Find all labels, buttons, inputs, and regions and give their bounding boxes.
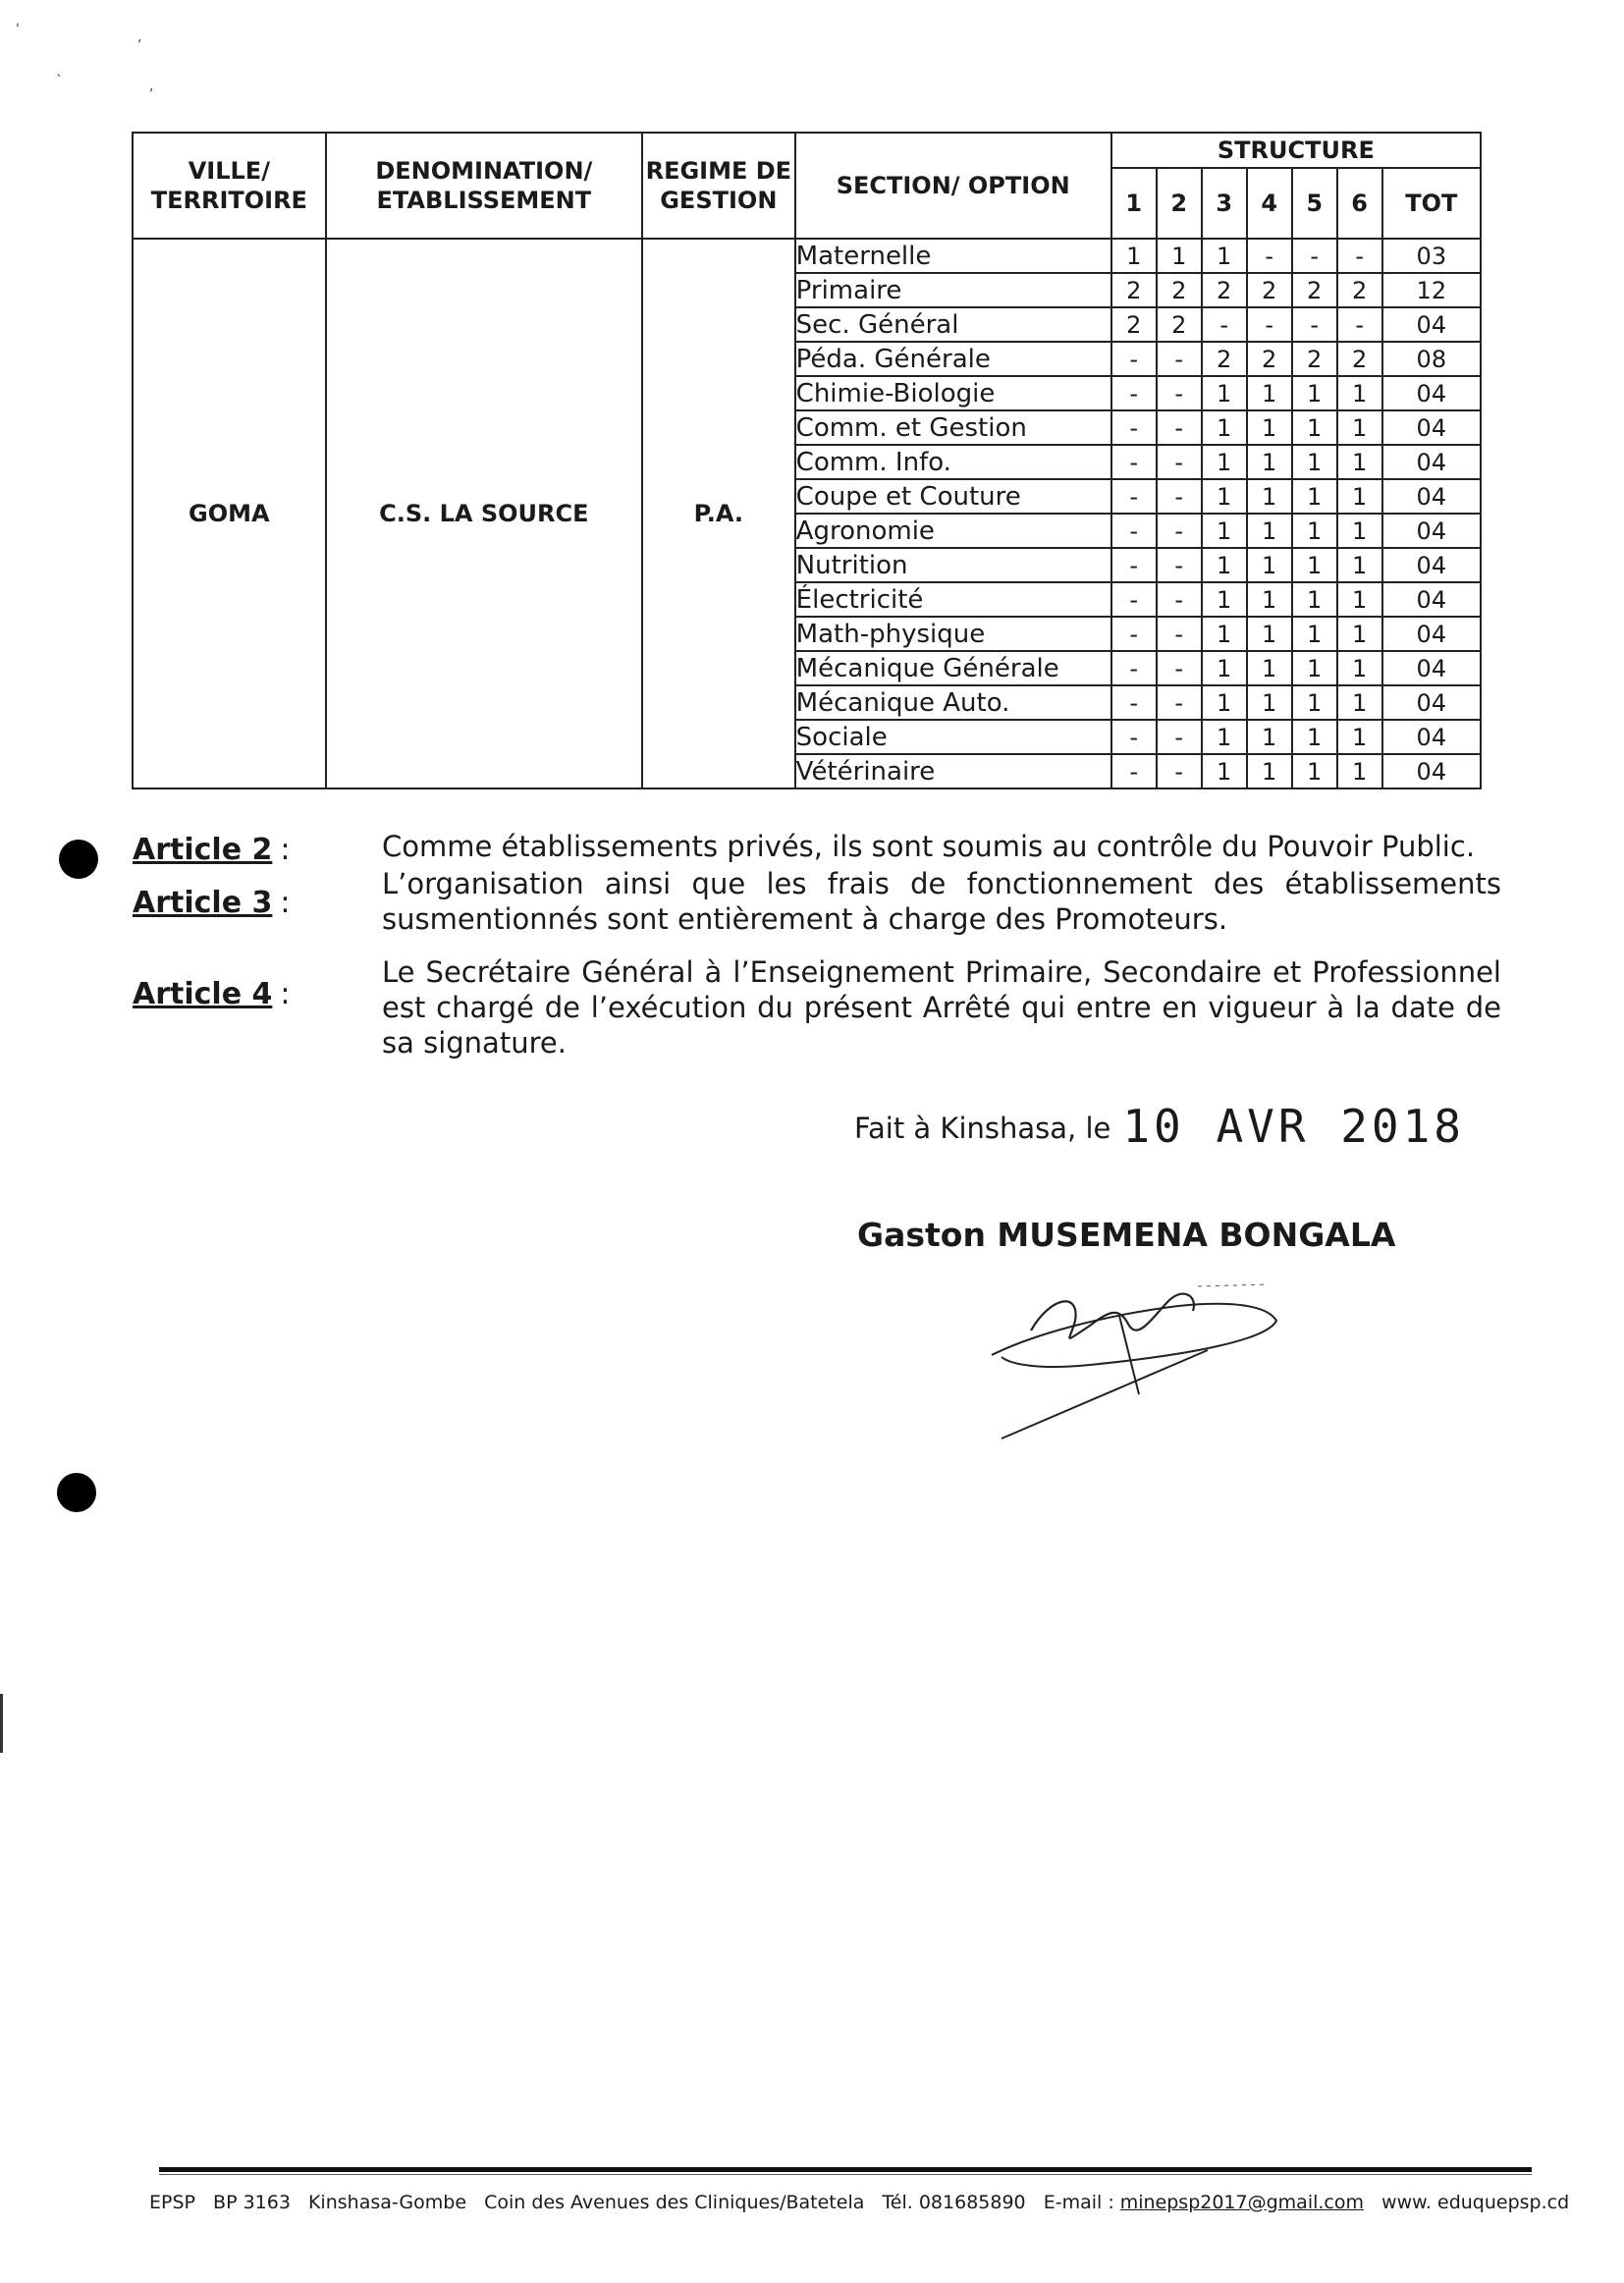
cell-year-6: 1 (1337, 479, 1382, 514)
cell-year-1: - (1111, 685, 1157, 720)
footer-email-label: E-mail : (1043, 2192, 1114, 2213)
cell-year-2: - (1157, 514, 1202, 548)
cell-option: Chimie-Biologie (795, 376, 1111, 410)
cell-year-4: 1 (1247, 376, 1292, 410)
cell-year-4: 1 (1247, 410, 1292, 445)
cell-year-2: - (1157, 548, 1202, 582)
table-body (133, 239, 1481, 788)
footer-rule-thin (159, 2174, 1532, 2175)
cell-year-1: - (1111, 548, 1157, 582)
cell-year-3: 1 (1202, 376, 1247, 410)
article-3-text: L’organisation ainsi que les frais de fonctionnement des établissements susmentionnés sont entièrement à charge des Promoteurs. (382, 867, 1501, 936)
cell-year-4: 1 (1247, 685, 1292, 720)
cell-year-1: - (1111, 376, 1157, 410)
cell-year-3: 1 (1202, 754, 1247, 788)
cell-year-2: - (1157, 720, 1202, 754)
cell-year-5: 2 (1292, 273, 1337, 307)
cell-year-2: - (1157, 342, 1202, 376)
place-date (854, 1100, 1465, 1153)
cell-option: Math-physique (795, 617, 1111, 651)
cell-year-1: - (1111, 479, 1157, 514)
cell-year-4: 1 (1247, 548, 1292, 582)
article-2-text: Comme établissements privés, ils sont soumis au contrôle du Pouvoir Public. (382, 830, 1476, 863)
cell-year-3: 1 (1202, 514, 1247, 548)
cell-year-6: 1 (1337, 651, 1382, 685)
cell-year-3: 1 (1202, 685, 1247, 720)
cell-option: Mécanique Générale (795, 651, 1111, 685)
cell-option: Nutrition (795, 548, 1111, 582)
cell-year-3: 2 (1202, 273, 1247, 307)
footer-tel: Tél. 081685890 (882, 2192, 1026, 2213)
cell-year-1: - (1111, 651, 1157, 685)
article-label-text: Article 3 (133, 886, 273, 920)
cell-total: 04 (1382, 720, 1481, 754)
cell-year-5: 1 (1292, 376, 1337, 410)
cell-total: 04 (1382, 307, 1481, 342)
cell-year-1: 1 (1111, 239, 1157, 273)
cell-year-4: 1 (1247, 651, 1292, 685)
cell-year-2: - (1157, 685, 1202, 720)
cell-total: 04 (1382, 754, 1481, 788)
date-stamp: 10 AVR 2018 (1122, 1100, 1465, 1153)
cell-year-5: - (1292, 307, 1337, 342)
cell-year-1: 2 (1111, 273, 1157, 307)
cell-year-2: - (1157, 582, 1202, 617)
cell-year-1: - (1111, 342, 1157, 376)
cell-option: Comm. Info. (795, 445, 1111, 479)
cell-year-2: - (1157, 479, 1202, 514)
cell-year-6: 1 (1337, 617, 1382, 651)
cell-option: Vétérinaire (795, 754, 1111, 788)
cell-option: Électricité (795, 582, 1111, 617)
cell-year-2: 1 (1157, 239, 1202, 273)
cell-option: Primaire (795, 273, 1111, 307)
cell-year-1: - (1111, 445, 1157, 479)
cell-year-2: - (1157, 376, 1202, 410)
cell-option: Mécanique Auto. (795, 685, 1111, 720)
footer-website-link[interactable]: www. eduquepsp.cd (1381, 2192, 1570, 2213)
cell-year-3: 1 (1202, 582, 1247, 617)
cell-year-3: 1 (1202, 617, 1247, 651)
cell-option: Agronomie (795, 514, 1111, 548)
cell-year-3: 2 (1202, 342, 1247, 376)
cell-year-5: 1 (1292, 754, 1337, 788)
cell-total: 04 (1382, 651, 1481, 685)
article-label-text: Article 2 (133, 833, 273, 867)
footer-rule (159, 2167, 1532, 2172)
cell-year-2: - (1157, 651, 1202, 685)
cell-year-5: 1 (1292, 720, 1337, 754)
footer-city: Kinshasa-Gombe (307, 2192, 467, 2213)
cell-option: Coupe et Couture (795, 479, 1111, 514)
cell-year-4: 1 (1247, 617, 1292, 651)
scan-speck: , (137, 29, 142, 45)
cell-year-5: 1 (1292, 410, 1337, 445)
cell-total: 03 (1382, 239, 1481, 273)
article-4-text: Le Secrétaire Général à l’Enseignement Primaire, Secondaire et Professionnel est chargé de l’exécution du présent Arrêté qui entre en vigueur à la date de sa signature. (382, 955, 1501, 1060)
cell-year-3: 1 (1202, 479, 1247, 514)
cell-year-3: 1 (1202, 410, 1247, 445)
handwritten-signature (972, 1247, 1326, 1453)
cell-year-5: 1 (1292, 479, 1337, 514)
header-col-tot: TOT (1382, 168, 1481, 239)
footer-address: Coin des Avenues des Cliniques/Batetela (484, 2192, 865, 2213)
cell-year-6: 1 (1337, 720, 1382, 754)
cell-year-5: 1 (1292, 548, 1337, 582)
cell-year-2: - (1157, 617, 1202, 651)
cell-year-5: 1 (1292, 617, 1337, 651)
cell-year-3: - (1202, 307, 1247, 342)
cell-year-6: - (1337, 307, 1382, 342)
cell-year-1: - (1111, 514, 1157, 548)
bullet-dot (57, 1473, 96, 1512)
cell-year-4: - (1247, 239, 1292, 273)
header-col-3: 3 (1202, 168, 1247, 239)
scan-speck: ` (56, 74, 63, 89)
cell-year-3: 1 (1202, 651, 1247, 685)
cell-year-6: 1 (1337, 582, 1382, 617)
cell-year-1: - (1111, 410, 1157, 445)
signatory-name: Gaston MUSEMENA BONGALA (857, 1216, 1396, 1254)
cell-year-4: 1 (1247, 582, 1292, 617)
cell-year-3: 1 (1202, 239, 1247, 273)
cell-year-5: 1 (1292, 582, 1337, 617)
bullet-dot (59, 840, 98, 879)
cell-total: 04 (1382, 617, 1481, 651)
cell-total: 04 (1382, 445, 1481, 479)
cell-year-6: 1 (1337, 376, 1382, 410)
cell-year-6: 1 (1337, 548, 1382, 582)
header-col-4: 4 (1247, 168, 1292, 239)
cell-year-4: 1 (1247, 720, 1292, 754)
cell-year-5: 2 (1292, 342, 1337, 376)
cell-option: Comm. et Gestion (795, 410, 1111, 445)
article-label-text: Article 4 (133, 977, 273, 1011)
cell-regime: P.A. (642, 239, 795, 788)
cell-total: 04 (1382, 410, 1481, 445)
cell-option: Péda. Générale (795, 342, 1111, 376)
scan-speck: ' (16, 22, 20, 37)
cell-year-5: 1 (1292, 445, 1337, 479)
cell-year-2: - (1157, 445, 1202, 479)
cell-year-6: 1 (1337, 514, 1382, 548)
cell-year-6: 2 (1337, 342, 1382, 376)
cell-total: 04 (1382, 685, 1481, 720)
cell-year-4: - (1247, 307, 1292, 342)
cell-year-6: 1 (1337, 445, 1382, 479)
article-3-label: Article 3 : (133, 886, 291, 920)
header-denomination: DENOMINATION/ ETABLISSEMENT (326, 133, 642, 239)
scan-speck: , (149, 79, 154, 94)
table-row (133, 239, 1481, 273)
cell-year-5: 1 (1292, 685, 1337, 720)
cell-denomination: C.S. LA SOURCE (326, 239, 642, 788)
header-ville: VILLE/ TERRITOIRE (133, 133, 326, 239)
cell-total: 12 (1382, 273, 1481, 307)
cell-year-4: 1 (1247, 479, 1292, 514)
cell-year-3: 1 (1202, 720, 1247, 754)
cell-year-3: 1 (1202, 445, 1247, 479)
cell-year-6: 2 (1337, 273, 1382, 307)
cell-year-2: 2 (1157, 273, 1202, 307)
cell-year-1: - (1111, 720, 1157, 754)
place-text: Fait à Kinshasa, le (854, 1112, 1111, 1145)
cell-year-5: 1 (1292, 651, 1337, 685)
cell-total: 04 (1382, 582, 1481, 617)
margin-mark (0, 1694, 3, 1753)
cell-year-4: 2 (1247, 273, 1292, 307)
footer (149, 2192, 1581, 2213)
cell-year-2: 2 (1157, 307, 1202, 342)
cell-option: Maternelle (795, 239, 1111, 273)
cell-year-3: 1 (1202, 548, 1247, 582)
cell-year-6: - (1337, 239, 1382, 273)
header-col-2: 2 (1157, 168, 1202, 239)
cell-total: 04 (1382, 479, 1481, 514)
cell-ville: GOMA (133, 239, 326, 788)
cell-option: Sec. Général (795, 307, 1111, 342)
cell-year-1: - (1111, 754, 1157, 788)
header-section: SECTION/ OPTION (795, 133, 1111, 239)
cell-year-4: 1 (1247, 754, 1292, 788)
cell-total: 08 (1382, 342, 1481, 376)
structure-table (132, 132, 1482, 789)
article-4-label: Article 4 : (133, 977, 291, 1011)
cell-year-1: - (1111, 582, 1157, 617)
header-structure: STRUCTURE (1111, 133, 1481, 168)
cell-year-6: 1 (1337, 685, 1382, 720)
cell-year-4: 1 (1247, 514, 1292, 548)
cell-year-1: 2 (1111, 307, 1157, 342)
cell-year-4: 1 (1247, 445, 1292, 479)
cell-total: 04 (1382, 514, 1481, 548)
header-col-6: 6 (1337, 168, 1382, 239)
header-col-5: 5 (1292, 168, 1337, 239)
article-2-label: Article 2 : (133, 833, 291, 867)
cell-year-5: 1 (1292, 514, 1337, 548)
cell-year-4: 2 (1247, 342, 1292, 376)
cell-year-6: 1 (1337, 754, 1382, 788)
footer-org: EPSP (149, 2192, 195, 2213)
header-regime: REGIME DE GESTION (642, 133, 795, 239)
header-col-1: 1 (1111, 168, 1157, 239)
cell-year-2: - (1157, 410, 1202, 445)
cell-option: Sociale (795, 720, 1111, 754)
cell-year-1: - (1111, 617, 1157, 651)
cell-total: 04 (1382, 548, 1481, 582)
cell-year-2: - (1157, 754, 1202, 788)
cell-total: 04 (1382, 376, 1481, 410)
footer-bp: BP 3163 (213, 2192, 291, 2213)
footer-email-link[interactable]: minepsp2017@gmail.com (1119, 2192, 1364, 2213)
cell-year-6: 1 (1337, 410, 1382, 445)
cell-year-5: - (1292, 239, 1337, 273)
